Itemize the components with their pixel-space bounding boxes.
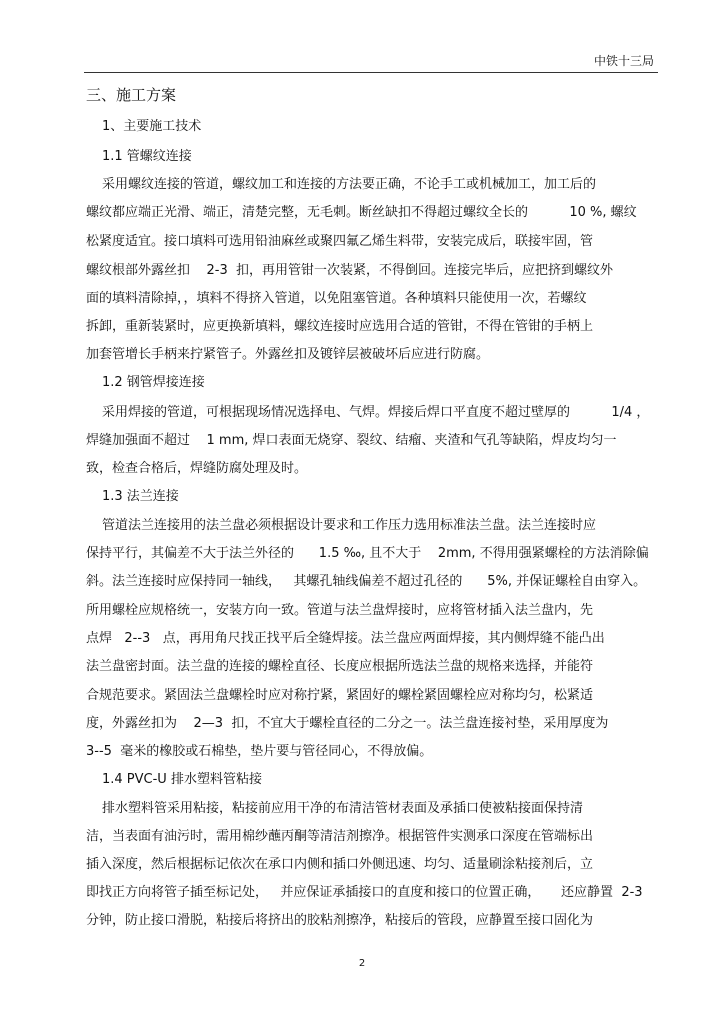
header-org: 中铁十三局 [593, 54, 654, 68]
paragraph-line: 排水塑料管采用粘接，粘接前应用干净的布清洁管材表面及承插口使被粘接面保持清 [102, 801, 584, 816]
section-title: 三、施工方案 [86, 86, 177, 104]
paragraph-line: 斜。法兰连接时应保持同一轴线， 其螺孔轴线偏差不超过孔径的 5%, 并保证螺栓自由穿入。 [86, 574, 647, 589]
paragraph-line: 插入深度，然后根据标记依次在承口内侧和插口外侧迅速、均匀、适量刷涂粘接剂后，立 [86, 857, 594, 872]
paragraph-line: 螺纹都应端正光滑、端正，清楚完整，无毛刺。断丝缺扣不得超过螺纹全长的 10 %, 螺纹 [86, 205, 637, 220]
page-number: 2 [358, 958, 366, 969]
header-rule [84, 72, 658, 73]
paragraph-line: 1.2 钢管焊接连接 [102, 375, 205, 390]
paragraph-line: 焊缝加强面不超过 1 mm, 焊口表面无烧穿、裂纹、结瘤、夹渣和气孔等缺陷，焊皮均匀一 [86, 433, 617, 448]
paragraph-line: 松紧度适宜。接口填料可选用铅油麻丝或聚四氟乙烯生料带，安装完成后，联接牢固，管 [86, 234, 594, 249]
paragraph-line: 管道法兰连接用的法兰盘必须根据设计要求和工作压力选用标准法兰盘。法兰连接时应 [102, 518, 597, 533]
paragraph-line: 螺纹根部外露丝扣 2-3 扣，再用管钳一次装紧，不得倒回。连接完毕后，应把挤到螺纹外 [86, 263, 614, 278]
paragraph-line: 法兰盘密封面。法兰盘的连接的螺栓直径、长度应根据所选法兰盘的规格来选择，并能符 [86, 659, 594, 674]
paragraph-line: 保持平行，其偏差不大于法兰外径的 1.5 ‰, 且不大于 2mm, 不得用强紧螺栓的方法消除偏 [86, 546, 649, 561]
paragraph-line: 致，检查合格后，焊缝防腐处理及时。 [86, 461, 308, 476]
paragraph-line: 采用焊接的管道，可根据现场情况选择电、气焊。焊接后焊口平直度不超过壁厚的 1/4 ， [102, 405, 650, 420]
paragraph-line: 点焊 2--3 点，再用角尺找正找平后全缝焊接。法兰盘应两面焊接，其内侧焊缝不能凸出 [86, 631, 605, 646]
paragraph-line: 分钟，防止接口滑脱，粘接后将挤出的胶粘剂擦净，粘接后的管段，应静置至接口固化为 [86, 913, 594, 928]
paragraph-line: 度，外露丝扣为 2—3 扣，不宜大于螺栓直径的二分之一。法兰盘连接衬垫，采用厚度为 [86, 716, 609, 731]
paragraph-line: 1.4 PVC-U 排水塑料管粘接 [102, 772, 262, 787]
paragraph-line: 1.3 法兰连接 [102, 489, 179, 504]
paragraph-line: 采用螺纹连接的管道，螺纹加工和连接的方法要正确，不论手工或机械加工，加工后的 [102, 177, 597, 192]
paragraph-line: 面的填料清除掉，，填料不得挤入管道，以免阻塞管道。各种填料只能使用一次，若螺纹 [86, 291, 587, 306]
paragraph-line: 拆卸，重新装紧时，应更换新填料，螺纹连接时应选用合适的管钳，不得在管钳的手柄上 [86, 319, 594, 334]
paragraph-line: 即找正方向将管子插至标记处， 并应保证承插接口的直度和接口的位置正确， 还应静置 2-3 [86, 885, 643, 900]
paragraph-line: 1.1 管螺纹连接 [102, 149, 192, 164]
paragraph-line: 洁，当表面有油污时，需用棉纱蘸丙酮等清洁剂擦净。根据管件实测承口深度在管端标出 [86, 829, 594, 844]
paragraph-line: 加套管增长手柄来拧紧管子。外露丝扣及镀锌层被破坏后应进行防腐。 [86, 347, 490, 362]
paragraph-line: 3--5 毫米的橡胶或石棉垫，垫片要与管径同心，不得放偏。 [86, 744, 433, 759]
paragraph-line: 1、主要施工技术 [102, 119, 202, 134]
paragraph-line: 合规范要求。紧固法兰盘螺栓时应对称拧紧，紧固好的螺栓紧固螺栓应对称均匀，松紧适 [86, 688, 594, 703]
paragraph-line: 所用螺栓应规格统一，安装方向一致。管道与法兰盘焊接时，应将管材插入法兰盘内，先 [86, 603, 594, 618]
